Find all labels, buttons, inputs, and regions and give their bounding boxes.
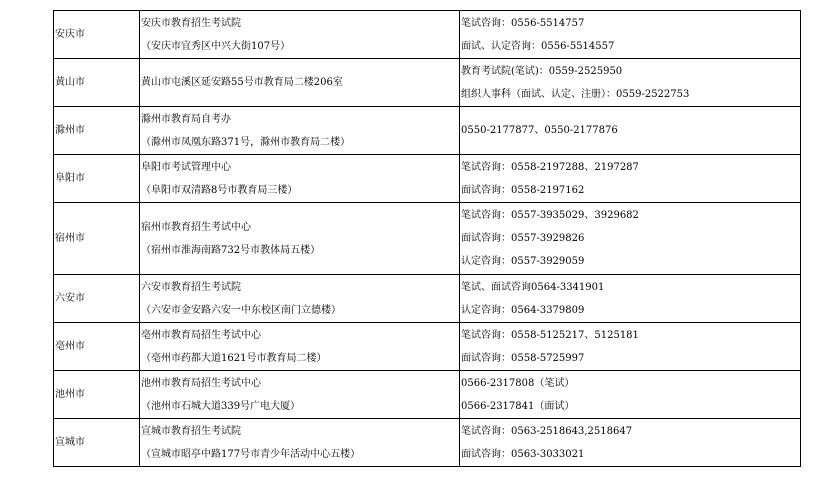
table-row [54,419,801,467]
contact-line: 笔试咨询：0556-5514757 [461,17,585,29]
contact-line: 面试、认定咨询：0556-5514557 [461,40,615,52]
contact-cell [460,11,801,59]
org-name: 安庆市教育招生考试院 [141,17,241,29]
contact-line: 认定咨询：0564-3379809 [461,304,585,316]
org-cell [140,59,460,107]
contact-cell [460,203,801,275]
org-name: 阜阳市考试管理中心 [141,161,231,173]
city-cell: 池州市 [54,371,140,419]
city-cell: 宿州市 [54,203,140,275]
contact-line: 笔试咨询：0558-5125217、5125181 [461,329,639,341]
table-row [54,155,801,203]
table-row [54,11,801,59]
org-address: （滁州市凤凰东路371号，滁州市教育局二楼） [141,136,351,148]
org-cell [140,203,460,275]
contact-cell [460,419,801,467]
org-address: （安庆市宜秀区中兴大街107号） [141,40,291,52]
org-cell [140,371,460,419]
org-cell [140,323,460,371]
org-name: 宿州市教育招生考试中心 [141,221,251,233]
contact-line: 笔试咨询：0558-2197288、2197287 [461,161,639,173]
org-name: 池州市教育局招生考试中心 [141,377,261,389]
table-row [54,107,801,155]
table-body [54,11,801,467]
city-cell: 滁州市 [54,107,140,155]
contact-cell [460,323,801,371]
city-cell: 亳州市 [54,323,140,371]
contact-line: 认定咨询：0557-3929059 [461,256,585,267]
table-row [54,275,801,323]
org-cell [140,107,460,155]
table-row [54,323,801,371]
org-cell [140,155,460,203]
org-name: 六安市教育招生考试院 [141,281,241,293]
contact-line: 面试咨询：0558-5725997 [461,352,585,364]
contact-cell [460,107,801,155]
org-cell [140,275,460,323]
contact-line: 0566-2317808（笔试） [461,377,575,389]
org-address: （阜阳市双清路8号市教育局三楼） [141,184,298,196]
org-name: 滁州市教育局自考办 [141,113,231,125]
contact-line: 笔试、面试咨询0564-3341901 [461,281,605,293]
org-name: 亳州市教育局招生考试中心 [141,329,261,341]
contact-line: 面试咨询：0557-3929826 [461,233,585,244]
org-address: （亳州市药都大道1621号市教育局二楼） [141,352,327,364]
contact-line: 教育考试院(笔试)：0559-2525950 [461,65,623,77]
org-address: （宿州市淮海南路732号市教体局五楼） [141,244,321,256]
city-cell: 安庆市 [54,11,140,59]
org-cell [140,11,460,59]
org-address: （宣城市昭亭中路177号市青少年活动中心五楼） [141,448,361,460]
contact-cell [460,275,801,323]
org-name: 宣城市教育招生考试院 [141,425,241,437]
org-cell [140,419,460,467]
city-cell: 阜阳市 [54,155,140,203]
contact-cell [460,59,801,107]
city-cell: 六安市 [54,275,140,323]
contact-line: 笔试咨询：0563-2518643,2518647 [461,425,633,437]
contact-line: 0550-2177877、0550-2177876 [461,125,618,136]
table-row [54,203,801,275]
contact-table [53,10,801,467]
city-cell: 黄山市 [54,59,140,107]
contact-line: 面试咨询：0563-3033021 [461,448,585,460]
contact-line: 笔试咨询：0557-3935029、3929682 [461,210,639,221]
contact-line: 0566-2317841（面试） [461,400,575,412]
org-name: 黄山市屯溪区延安路55号市教育局二楼206室 [141,77,343,88]
contact-line: 面试咨询：0558-2197162 [461,184,585,196]
contact-cell [460,371,801,419]
table-row [54,371,801,419]
org-address: （池州市石城大道339号广电大厦） [141,400,301,412]
org-address: （六安市金安路六安一中东校区南门立德楼） [141,304,341,316]
contact-line: 组织人事科（面试、认定、注册）：0559-2522753 [461,88,690,100]
city-cell: 宣城市 [54,419,140,467]
table-row [54,59,801,107]
contact-cell [460,155,801,203]
